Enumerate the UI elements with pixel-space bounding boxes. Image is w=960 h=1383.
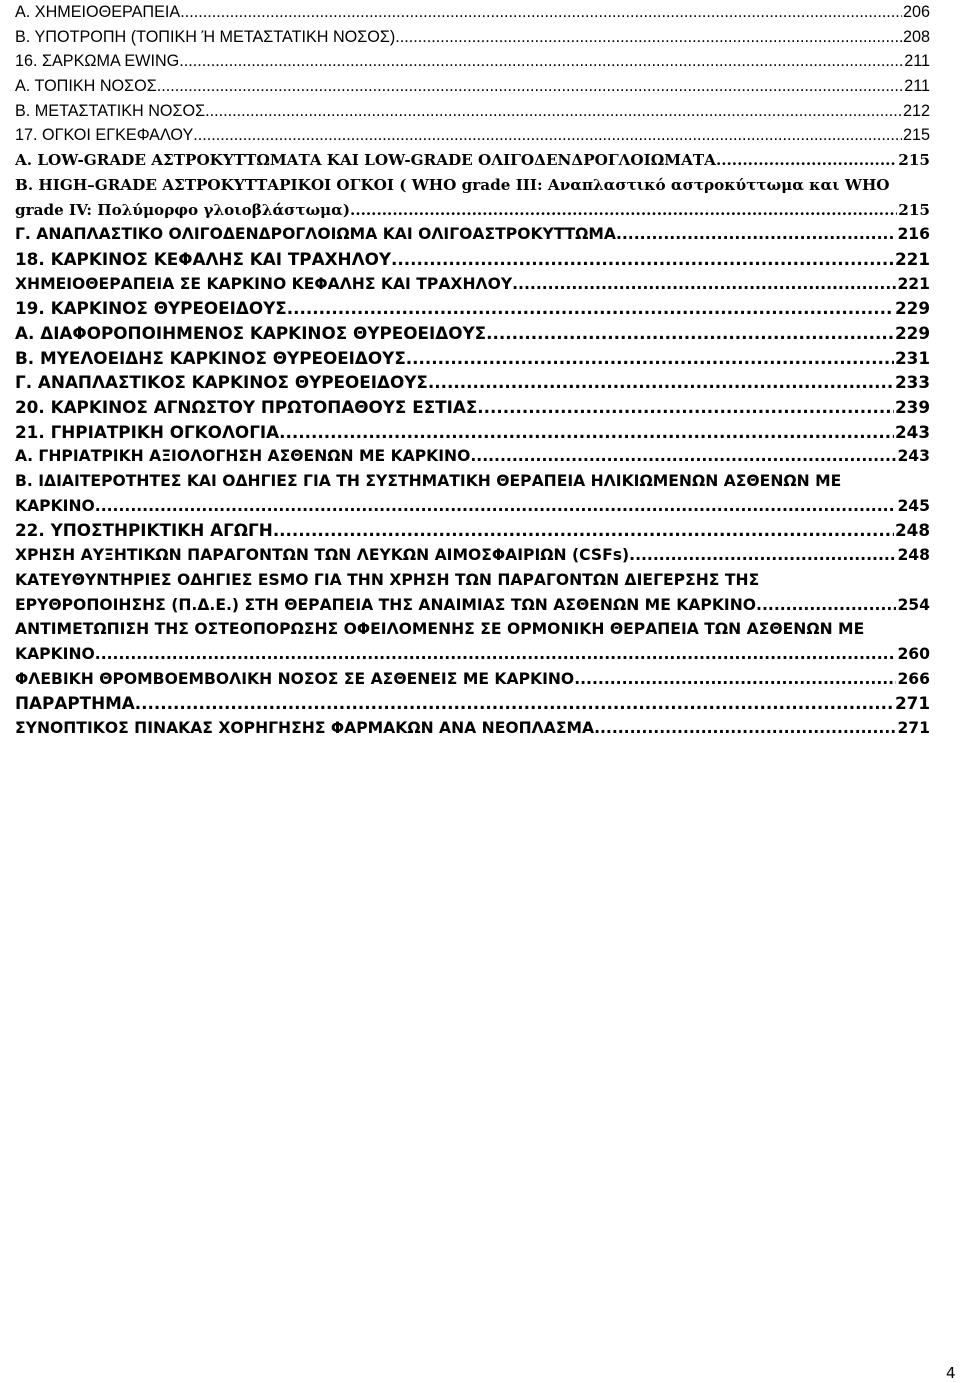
toc-entry-page: 215 (898, 200, 930, 219)
toc-entry-title: Β. ΜΥΕΛΟΕΙΔΗΣ ΚΑΡΚΙΝΟΣ ΘΥΡΕΟΕΙΔΟΥΣ (15, 347, 406, 368)
toc-entry-page: 211 (904, 77, 930, 96)
toc-entry-title: ΣΥΝΟΠΤΙΚΟΣ ΠΙΝΑΚΑΣ ΧΟΡΗΓΗΣΗΣ ΦΑΡΜΑΚΩΝ ΑΝΑ ΝΕΟΠΛΑΣΜΑ (15, 718, 595, 737)
dot-leader (135, 691, 894, 716)
dot-leader (594, 716, 896, 741)
toc-entry[interactable] (15, 272, 930, 297)
toc-entry[interactable] (15, 617, 930, 666)
toc-entry-page: 243 (894, 421, 930, 442)
toc-entry-title: 17. ΟΓΚΟΙ ΕΓΚΕΦΑΛΟΥ (15, 126, 194, 145)
toc-entry-title: 21. ΓΗΡΙΑΤΡΙΚΗ ΟΓΚΟΛΟΓΙΑ (15, 421, 280, 442)
dot-leader (391, 247, 894, 272)
toc-entry-title: 16. ΣΑΡΚΩΜΑ EWING (15, 52, 180, 71)
toc-entry-title: ΕΡΥΘΡΟΠΟΙΗΣΗΣ (Π.Δ.Ε.) ΣΤΗ ΘΕΡΑΠΕΙΑ ΤΗΣ ΑΝΑΙΜΙΑΣ ΤΩΝ ΑΣΘΕΝΩΝ ΜΕ ΚΑΡΚΙΝΟ (15, 595, 757, 614)
toc-entry-title-line1: ΚΑΤΕΥΘΥΝΤΗΡΙΕΣ ΟΔΗΓΙΕΣ ESMO ΓΙΑ ΤΗΝ ΧΡΗΣΗ ΤΩΝ ΠΑΡΑΓΟΝΤΩΝ ΔΙΕΓΕΡΣΗΣ ΤΗΣ (15, 570, 760, 589)
dot-leader (486, 321, 894, 346)
toc-entry[interactable] (15, 395, 930, 420)
toc-entry[interactable] (15, 444, 930, 469)
dot-leader (406, 346, 894, 371)
toc-entry[interactable] (15, 148, 930, 173)
toc-entry-title: ΦΛΕΒΙΚΗ ΘΡΟΜΒΟΕΜΒΟΛΙΚΗ ΝΟΣΟΣ ΣΕ ΑΣΘΕΝΕΙΣ ΜΕ ΚΑΡΚΙΝΟ (15, 669, 575, 688)
toc-entry[interactable] (15, 568, 930, 617)
dot-leader (512, 272, 896, 297)
toc-entry-title: ΚΑΡΚΙΝΟ (15, 496, 95, 515)
dot-leader (470, 444, 896, 469)
toc-entry-title: Α. LOW-GRADE ΑΣΤΡΟΚΥΤΤΩΜΑΤΑ ΚΑΙ LOW-GRADE ΟΛΙΓΟΔΕΝΔΡΟΓΛΟΙΩΜΑΤΑ (15, 151, 716, 170)
toc-entry[interactable] (15, 99, 930, 124)
toc-entry-page: 212 (902, 101, 930, 120)
toc-entry-title-line1: ΑΝΤΙΜΕΤΩΠΙΣΗ ΤΗΣ ΟΣΤΕΟΠΟΡΩΣΗΣ ΟΦΕΙΛΟΜΕΝΗΣ ΣΕ ΟΡΜΟΝΙΚΗ ΘΕΡΑΠΕΙΑ ΤΩΝ ΑΣΘΕΝΩΝ ΜΕ (15, 620, 865, 639)
dot-leader (616, 222, 896, 247)
dot-leader (477, 395, 894, 420)
toc-entry[interactable] (15, 691, 930, 716)
toc-entry[interactable] (15, 346, 930, 371)
toc-entry-page: 206 (902, 3, 930, 21)
toc-entry-title: Γ. ΑΝΑΠΛΑΣΤΙΚΟ ΟΛΙΓΟΔΕΝΔΡΟΓΛΟΙΩΜΑ ΚΑΙ ΟΛΙΓΟΑΣΤΡΟΚΥΤΤΩΜΑ (15, 225, 616, 244)
toc-entry[interactable] (15, 518, 930, 543)
toc-entry[interactable] (15, 370, 930, 395)
dot-leader (273, 518, 894, 543)
toc-entry-page: 260 (897, 644, 930, 663)
toc-entry[interactable] (15, 247, 930, 272)
toc-entry[interactable] (15, 469, 930, 518)
dot-leader (279, 420, 894, 445)
toc-entry[interactable] (15, 222, 930, 247)
dot-leader (179, 49, 903, 74)
toc-entry-page: 245 (897, 496, 930, 515)
dot-leader (350, 198, 897, 223)
table-of-contents (15, 0, 930, 741)
toc-entry-page: 243 (897, 447, 930, 466)
toc-entry[interactable] (15, 173, 930, 222)
toc-entry-page: 211 (904, 52, 930, 71)
toc-entry-page: 254 (897, 595, 930, 614)
toc-entry-title: 19. ΚΑΡΚΙΝΟΣ ΘΥΡΕΟΕΙΔΟΥΣ (15, 298, 287, 319)
dot-leader (205, 99, 902, 124)
dot-leader (157, 74, 903, 99)
toc-entry-title: ΧΗΜΕΙΟΘΕΡΑΠΕΙΑ ΣΕ ΚΑΡΚΙΝΟ ΚΕΦΑΛΗΣ ΚΑΙ ΤΡΑΧΗΛΟΥ (15, 274, 513, 293)
toc-entry-page: 271 (894, 693, 930, 714)
toc-entry-title: Α. ΤΟΠΙΚΗ ΝΟΣΟΣ (15, 77, 157, 96)
dot-leader (180, 0, 902, 25)
toc-entry-page: 266 (897, 669, 930, 688)
toc-entry-title: Α. ΓΗΡΙΑΤΡΙΚΗ ΑΞΙΟΛΟΓΗΣΗ ΑΣΘΕΝΩΝ ΜΕ ΚΑΡΚΙΝΟ (15, 447, 471, 466)
toc-entry-page: 221 (897, 274, 930, 293)
toc-entry-title: ΚΑΡΚΙΝΟ (15, 644, 95, 663)
toc-entry[interactable] (15, 0, 930, 25)
toc-entry[interactable] (15, 25, 930, 50)
toc-entry-title: Β. ΥΠΟΤΡΟΠΗ (ΤΟΠΙΚΗ Ή ΜΕΤΑΣΤΑΤΙΚΗ ΝΟΣΟΣ) (15, 27, 396, 46)
toc-entry-page: 215 (898, 151, 930, 170)
toc-entry-title: 22. ΥΠΟΣΤΗΡΙΚΤΙΚΗ ΑΓΩΓΗ (15, 520, 273, 541)
toc-entry[interactable] (15, 296, 930, 321)
toc-entry-page: 233 (894, 372, 930, 393)
dot-leader (95, 494, 897, 519)
toc-entry-page: 248 (897, 546, 930, 565)
dot-leader (193, 123, 902, 148)
dot-leader (629, 543, 896, 568)
toc-entry-title: 20. ΚΑΡΚΙΝΟΣ ΑΓΝΩΣΤΟΥ ΠΡΩΤΟΠΑΘΟΥΣ ΕΣΤΙΑΣ (15, 397, 478, 417)
page-number: 4 (946, 1364, 956, 1382)
toc-entry-page: 216 (897, 225, 930, 244)
dot-leader (95, 642, 897, 667)
toc-entry[interactable] (15, 123, 930, 148)
toc-entry-title: ΠΑΡΑΡΤΗΜΑ (15, 693, 135, 714)
dot-leader (574, 667, 896, 692)
toc-entry-title: Α. ΧΗΜΕΙΟΘΕΡΑΠΕΙΑ (15, 3, 181, 21)
toc-entry-title: grade IV: Πολύμορφο γλοιοβλάστωμα) (15, 200, 351, 219)
toc-entry[interactable] (15, 667, 930, 692)
toc-entry-page: 229 (894, 298, 930, 319)
toc-entry-page: 229 (894, 322, 930, 343)
dot-leader (287, 296, 894, 321)
toc-entry-page: 215 (902, 126, 930, 145)
toc-entry-title: ΧΡΗΣΗ ΑΥΞΗΤΙΚΩΝ ΠΑΡΑΓΟΝΤΩΝ ΤΩΝ ΛΕΥΚΩΝ ΑΙΜΟΣΦΑΙΡΙΩΝ (CSFs) (15, 546, 630, 565)
dot-leader (756, 593, 896, 618)
toc-entry[interactable] (15, 321, 930, 346)
toc-entry-title: 18. ΚΑΡΚΙΝΟΣ ΚΕΦΑΛΗΣ ΚΑΙ ΤΡΑΧΗΛΟΥ (15, 248, 391, 269)
toc-entry[interactable] (15, 716, 930, 741)
toc-entry-page: 248 (894, 520, 930, 541)
toc-entry-title: Γ. ΑΝΑΠΛΑΣΤΙΚΟΣ ΚΑΡΚΙΝΟΣ ΘΥΡΕΟΕΙΔΟΥΣ (15, 372, 428, 393)
toc-entry-title-line1: Β. HIGH–GRADE ΑΣΤΡΟΚΥΤΤΑΡΙΚΟΙ ΟΓΚΟΙ ( WHO grade III: Αναπλαστικό αστροκύττωμα και WHO (15, 175, 890, 194)
toc-entry-page: 208 (902, 27, 930, 46)
toc-entry-page: 239 (894, 397, 930, 417)
toc-entry[interactable] (15, 74, 930, 99)
toc-entry-page: 271 (897, 718, 930, 737)
toc-entry[interactable] (15, 543, 930, 568)
dot-leader (716, 148, 897, 173)
toc-entry-page: 221 (894, 248, 930, 269)
toc-entry-title: Α. ΔΙΑΦΟΡΟΠΟΙΗΜΕΝΟΣ ΚΑΡΚΙΝΟΣ ΘΥΡΕΟΕΙΔΟΥΣ (15, 322, 487, 343)
toc-entry[interactable] (15, 420, 930, 445)
dot-leader (428, 370, 894, 395)
toc-entry[interactable] (15, 49, 930, 74)
toc-entry-page: 231 (894, 347, 930, 368)
toc-entry-title: Β. ΜΕΤΑΣΤΑΤΙΚΗ ΝΟΣΟΣ (15, 101, 206, 120)
dot-leader (395, 25, 902, 50)
toc-entry-title-line1: Β. ΙΔΙΑΙΤΕΡΟΤΗΤΕΣ ΚΑΙ ΟΔΗΓΙΕΣ ΓΙΑ ΤΗ ΣΥΣΤΗΜΑΤΙΚΗ ΘΕΡΑΠΕΙΑ ΗΛΙΚΙΩΜΕΝΩΝ ΑΣΘΕΝΩΝ ΜΕ (15, 472, 842, 491)
